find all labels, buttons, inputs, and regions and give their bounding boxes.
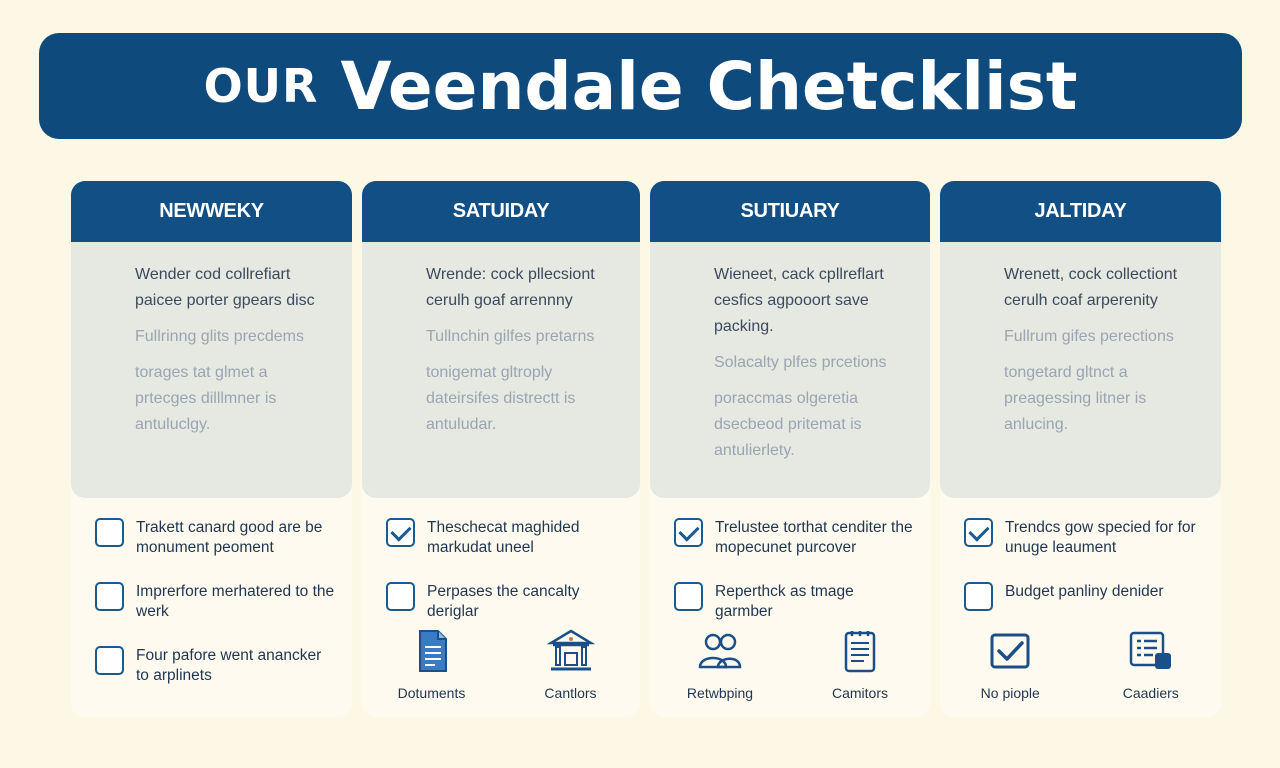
icon-tile-camitors[interactable] <box>800 627 920 701</box>
description-line-2: Solacalty plfes prcetions <box>714 354 887 371</box>
checkbox-icon <box>986 627 1034 675</box>
description-line-2: Tullnchin gilfes pretarns <box>426 328 595 345</box>
icon-label: Camitors <box>831 685 888 701</box>
checklist-item[interactable] <box>674 582 914 622</box>
checklist-item-label: Budget panliny denider <box>1005 583 1164 600</box>
page-title: Veendale Chetcklist <box>340 47 1078 125</box>
checklist-item-label: Theschecat maghided markudat uneel <box>427 519 580 556</box>
column-header: NEWWEKY <box>71 181 352 242</box>
description-line-1: Wrende: cock pllecsiont cerulh goaf arrennny <box>426 266 595 309</box>
icon-label: No piople <box>980 685 1040 701</box>
checkbox[interactable] <box>95 646 124 675</box>
column-header: SUTIUARY <box>650 181 930 242</box>
checklist-item[interactable] <box>964 582 1205 611</box>
description-line-2: Fullrum gifes perections <box>1004 328 1174 345</box>
icon-label: Cantlors <box>544 685 597 701</box>
checkbox-checked[interactable] <box>386 518 415 547</box>
icon-row <box>650 627 930 701</box>
icon-tile-no-piople[interactable] <box>950 627 1070 701</box>
checkbox-checked[interactable] <box>674 518 703 547</box>
checkbox[interactable] <box>386 582 415 611</box>
page-title-banner <box>39 33 1242 139</box>
checklist-item[interactable] <box>386 518 624 558</box>
list-card-icon <box>1127 627 1175 675</box>
icon-label: Dotuments <box>397 685 466 701</box>
checklist-item[interactable] <box>95 582 336 622</box>
description-line-1: Wieneet, cack cpllreflart cesfics agpooort save packing. <box>714 266 884 335</box>
checklist-item-label: Reperthck as tmage garmber <box>715 583 854 620</box>
description-line-3: poraccmas olgeretia dsecbeod pritemat is antulierlety. <box>714 390 862 459</box>
checklist <box>362 498 640 622</box>
checklist-item-label: Imprerfore merhatered to the werk <box>136 583 335 620</box>
column-sutiuary <box>650 181 930 717</box>
description-line-1: Wrenett, cock collectiont cerulh coaf arperenity <box>1004 266 1178 309</box>
icon-tile-documents[interactable] <box>372 627 492 701</box>
column-description <box>940 242 1221 498</box>
bank-icon <box>547 627 595 675</box>
icon-row <box>940 627 1221 701</box>
checkbox[interactable] <box>95 582 124 611</box>
checklist-columns <box>0 181 1280 721</box>
description-line-3: tongetard gltnct a preagessing litner is anlucing. <box>1004 364 1147 433</box>
column-jaltiday <box>940 181 1221 717</box>
checklist-item[interactable] <box>95 646 336 686</box>
column-description <box>71 242 352 498</box>
description-line-3: tonigemat gltroply dateirsifes distrectt is antuludar. <box>426 364 576 433</box>
checklist-item[interactable] <box>964 518 1205 558</box>
page-title-prefix: OUR <box>203 59 319 113</box>
notepad-icon <box>836 627 884 675</box>
column-description <box>650 242 930 498</box>
icon-label: Caadiers <box>1122 685 1179 701</box>
icon-label: Retwbping <box>686 685 754 701</box>
checklist-item-label: Perpases the cancalty deriglar <box>427 583 580 620</box>
checklist-item-label: Trelustee torthat cenditer the mopecunet purcover <box>715 519 913 556</box>
checklist-item-label: Trakett canard good are be monument peoment <box>136 519 323 556</box>
icon-tile-caadiers[interactable] <box>1091 627 1211 701</box>
checklist <box>940 498 1221 611</box>
checklist-item[interactable] <box>674 518 914 558</box>
checkbox[interactable] <box>964 582 993 611</box>
checklist-item-label: Trendcs gow specied for for unuge leaument <box>1005 519 1196 556</box>
icon-row <box>362 627 640 701</box>
checkbox[interactable] <box>674 582 703 611</box>
checklist-item-label: Four pafore went anancker to arplinets <box>136 647 322 684</box>
checklist <box>650 498 930 622</box>
people-icon <box>696 627 744 675</box>
checklist <box>71 498 352 686</box>
column-newweky <box>71 181 352 717</box>
checkbox[interactable] <box>95 518 124 547</box>
description-line-1: Wender cod collrefiart paicee porter gpears disc <box>135 266 315 309</box>
checklist-item[interactable] <box>386 582 624 622</box>
column-satuiday <box>362 181 640 717</box>
icon-tile-cantlors[interactable] <box>511 627 631 701</box>
description-line-2: Fullrinng glits precdems <box>135 328 304 345</box>
icon-tile-retwbping[interactable] <box>660 627 780 701</box>
checkbox-checked[interactable] <box>964 518 993 547</box>
column-description <box>362 242 640 498</box>
description-line-3: torages tat glmet a prtecges dilllmner is antuluclgy. <box>135 364 277 433</box>
document-icon <box>408 627 456 675</box>
checklist-item[interactable] <box>95 518 336 558</box>
column-header: SATUIDAY <box>362 181 640 242</box>
column-header: JALTIDAY <box>940 181 1221 242</box>
